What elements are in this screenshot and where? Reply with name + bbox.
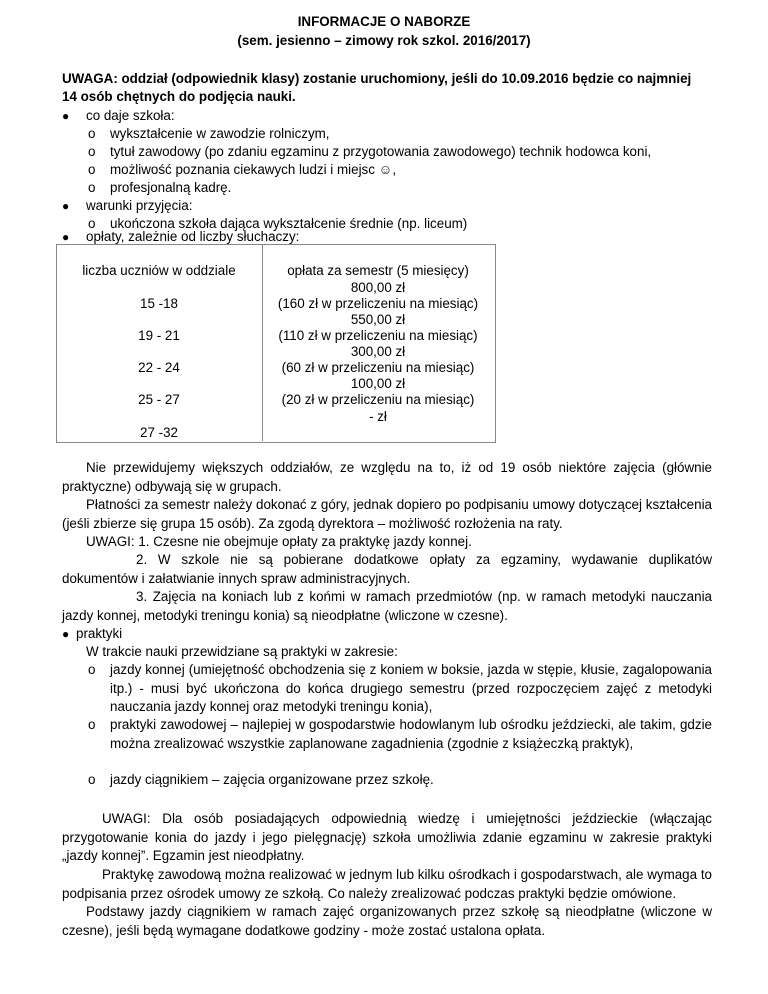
- note-3: 3. Zajęcia na koniach lub z końmi w ramach przedmiotów (np. w ramach metodyki nauczania jazdy konnej, metodyki treningu konia) są nieodpłatne (wliczone w czesne).: [62, 589, 712, 623]
- range-cell: 15 -18: [140, 296, 178, 311]
- paragraph: Praktykę zawodową można realizować w jednym lub kilku ośrodkach i gospodarstwach, ale wymaga to podpisania przez ośrodek umowy ze szkołą. Co należy zrealizować podczas praktyki będzie omówione.: [62, 867, 712, 901]
- bullet-icon: ●: [62, 109, 70, 123]
- offers-item: możliwość poznania ciekawych ludzi i miejsc ☺,: [110, 162, 397, 177]
- fee-amount: 800,00 zł: [350, 280, 406, 295]
- range-cell: 22 - 24: [138, 360, 180, 375]
- offers-heading: co daje szkoła:: [86, 108, 175, 123]
- circle-bullet-icon: o: [88, 144, 96, 159]
- circle-bullet-icon: o: [88, 772, 96, 787]
- circle-bullet-icon: o: [88, 180, 96, 195]
- notice-line-2: 14 osób chętnych do podjęcia nauki.: [62, 89, 296, 104]
- table-header-fee: opłata za semestr (5 miesięcy): [287, 263, 469, 278]
- requirements-heading: warunki przyjęcia:: [86, 198, 193, 213]
- notice-line-1: UWAGA: oddział (odpowiednik klasy) zostanie uruchomiony, jeśli do 10.09.2016 będzie co najmniej: [62, 71, 692, 86]
- page-title: INFORMACJE O NABORZE: [297, 14, 471, 29]
- note-1: UWAGI: 1. Czesne nie obejmuje opłaty za praktykę jazdy konnej.: [86, 534, 472, 549]
- range-cell: 25 - 27: [138, 392, 180, 407]
- bullet-icon: ●: [62, 230, 70, 244]
- fee-monthly: (160 zł w przeliczeniu na miesiąc): [277, 296, 479, 311]
- offers-item: wykształcenie w zawodzie rolniczym,: [110, 126, 330, 141]
- fee-amount: 100,00 zł: [350, 376, 406, 391]
- paragraph: UWAGI: Dla osób posiadających odpowiednią wiedzę i umiejętności jeździeckie (włączając przygotowanie konia do jazdy i jego pielęgnację) szkoła umożliwia zdanie egzaminu w zakresie praktyki „jazdy konnej”. Egzamin jest nieodpłatny.: [62, 811, 712, 863]
- fees-heading: opłaty, zależnie od liczby słuchaczy:: [86, 229, 300, 244]
- circle-bullet-icon: o: [88, 162, 96, 177]
- requirements-item: ukończona szkoła dająca wykształcenie średnie (np. liceum): [110, 216, 468, 231]
- range-cell: 19 - 21: [138, 328, 180, 343]
- bullet-icon: ●: [62, 199, 70, 213]
- practice-heading: praktyki: [76, 626, 123, 641]
- practice-item: praktyki zawodowej – najlepiej w gospodarstwie hodowlanym lub ośrodku jeździecki, ale takim, gdzie można zrealizować wszystkie zaplanowane zagadnienia (zgodnie z książeczką praktyk),: [110, 717, 712, 751]
- fee-amount: 550,00 zł: [350, 312, 406, 327]
- note-2: 2. W szkole nie są pobierane dodatkowe opłaty za egzaminy, wydawanie duplikatów dokumentów i załatwianie innych spraw administracyjnych.: [62, 552, 712, 586]
- table-header-count: liczba uczniów w oddziale: [82, 263, 236, 278]
- fee-monthly: (110 zł w przeliczeniu na miesiąc): [278, 328, 478, 343]
- paragraph: Podstawy jazdy ciągnikiem w ramach zajęć organizowanych przez szkołę są nieodpłatne (wliczone w czesne), jeśli będą wymagane dodatkowe godziny - może zostać ustalona opłata.: [62, 904, 712, 938]
- bullet-icon: ●: [62, 627, 70, 641]
- circle-bullet-icon: o: [88, 126, 96, 141]
- fee-amount: - zł: [369, 409, 387, 424]
- offers-item: tytuł zawodowy (po zdaniu egzaminu z przygotowania zawodowego) technik hodowca koni,: [110, 144, 652, 159]
- circle-bullet-icon: o: [88, 216, 96, 231]
- offers-item: profesjonalną kadrę.: [110, 180, 232, 195]
- paragraph: Płatności za semestr należy dokonać z góry, jednak dopiero po podpisaniu umowy dotyczącej kształcenia (jeśli zbierze się grupa 15 osób). Za zgodą dyrektora – możliwość rozłożenia na raty.: [62, 497, 712, 531]
- fee-monthly: (20 zł w przeliczeniu na miesiąc): [281, 392, 475, 407]
- practice-item: jazdy konnej (umiejętność obchodzenia się z koniem w boksie, jazda w stępie, kłusie, zagalopowania itp.) - musi być ukończona do końca drugiego semestru (przed rozpoczęciem zajęć z metodyki nauczania jazdy konnej oraz metodyki treningu konia),: [110, 662, 712, 714]
- page-subtitle: (sem. jesienno – zimowy rok szkol. 2016/2017): [237, 33, 531, 48]
- fee-monthly: (60 zł w przeliczeniu na miesiąc): [281, 360, 475, 375]
- practice-item: jazdy ciągnikiem – zajęcia organizowane przez szkołę.: [110, 772, 434, 787]
- circle-bullet-icon: o: [88, 662, 96, 677]
- range-cell: 27 -32: [140, 425, 178, 440]
- paragraph: Nie przewidujemy większych oddziałów, ze względu na to, iż od 19 osób niektóre zajęcia (głównie praktyczne) odbywają się w grupach.: [62, 460, 712, 494]
- practice-intro: W trakcie nauki przewidziane są praktyki w zakresie:: [86, 644, 398, 659]
- circle-bullet-icon: o: [88, 717, 96, 732]
- fee-amount: 300,00 zł: [350, 344, 406, 359]
